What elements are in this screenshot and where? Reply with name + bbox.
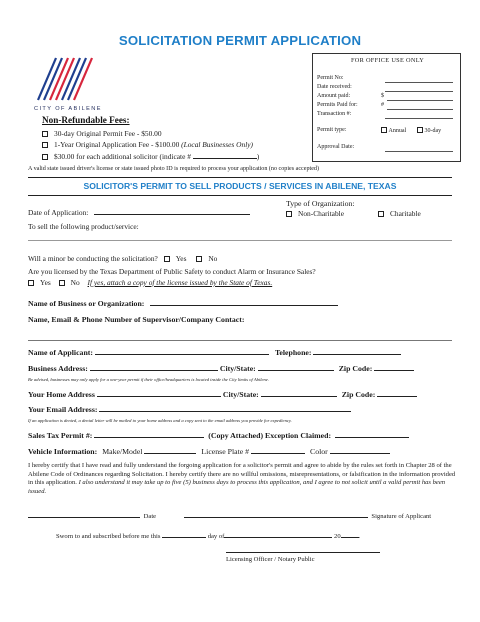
city-name: CITY OF ABILENE bbox=[34, 106, 102, 112]
home-city-label: City/State: bbox=[222, 390, 259, 399]
fee-item-30day[interactable] bbox=[42, 129, 162, 138]
exception-label: (Copy Attached) Exception Claimed: bbox=[208, 431, 332, 440]
advised-note: Be advised, businesses may only apply for a one-year permit if their office/headquarters is located inside the City limits of Abilene. bbox=[28, 377, 270, 382]
date-of-application bbox=[28, 207, 250, 217]
licensed-yes-checkbox[interactable] bbox=[28, 280, 34, 286]
office-use-title: FOR OFFICE USE ONLY bbox=[350, 57, 425, 64]
city-logo-icon bbox=[36, 52, 96, 104]
tax-row bbox=[28, 430, 409, 440]
business-name-label: Name of Business or Organization: bbox=[28, 299, 145, 308]
photo-id-notice: A valid state issued driver's license or state issued photo ID is required to process your application (no copies accepted) bbox=[28, 166, 319, 172]
applicant-row bbox=[28, 347, 401, 357]
plate-field[interactable] bbox=[251, 446, 305, 454]
minor-question-text: Will a minor be conducting the solicitation? bbox=[28, 254, 158, 263]
officer-label: Licensing Officer / Notary Public bbox=[226, 556, 315, 563]
exception-field[interactable] bbox=[335, 430, 409, 438]
certification-main: I hereby certify that I have read and fully understand the forgoing application for a solicitor's permit and agree to abide by the rules set forth in Chapter 28 of the Abilene Code of Ordinances regarding Solicitation. I hereby certify there are no willful omissions, misrepresentations, or falsification in the information provided in this application. bbox=[28, 462, 456, 487]
section-divider-top bbox=[28, 177, 452, 178]
business-address-row bbox=[28, 363, 414, 373]
business-address-field[interactable] bbox=[90, 363, 218, 371]
office-permits-paid-label: Permits Paid for: bbox=[317, 102, 358, 108]
color-field[interactable] bbox=[330, 446, 390, 454]
products-line[interactable] bbox=[28, 240, 452, 241]
fee-item-1year[interactable] bbox=[42, 140, 253, 149]
office-permit-no-line[interactable] bbox=[385, 82, 453, 83]
minor-question bbox=[28, 254, 217, 263]
email-field[interactable] bbox=[99, 404, 351, 412]
office-date-received-line[interactable] bbox=[385, 91, 453, 92]
licensed-yes-label: Yes bbox=[40, 278, 51, 287]
annual-checkbox[interactable] bbox=[381, 127, 387, 133]
fees-heading: Non-Refundable Fees: bbox=[42, 115, 130, 125]
fee-additional-checkbox[interactable] bbox=[42, 154, 48, 160]
signature-field[interactable] bbox=[184, 510, 368, 518]
office-30day-option[interactable] bbox=[417, 127, 441, 134]
home-address-field[interactable] bbox=[97, 389, 221, 397]
charitable-checkbox[interactable] bbox=[378, 211, 384, 217]
certification-italic: I also understand it may take up to five (5) business days to process this application, and I agree to not solicit until a valid permit has been issued. bbox=[28, 479, 446, 495]
certification-text bbox=[28, 462, 456, 496]
fee-local-note: (Local Businesses Only) bbox=[181, 140, 253, 149]
applicant-field[interactable] bbox=[95, 347, 269, 355]
office-permit-no-label: Permit No: bbox=[317, 75, 344, 81]
make-model-field[interactable] bbox=[144, 446, 196, 454]
business-zip-field[interactable] bbox=[374, 363, 414, 371]
office-use-box bbox=[312, 53, 461, 162]
fee-1year-label: 1-Year Original Application Fee - $100.00 bbox=[54, 140, 180, 149]
products-label: To sell the following product/service: bbox=[28, 222, 139, 231]
licensed-no-label: No bbox=[70, 278, 80, 287]
office-approval-line[interactable] bbox=[385, 151, 453, 152]
minor-yes-label: Yes bbox=[175, 254, 187, 263]
non-charitable-checkbox[interactable] bbox=[286, 211, 292, 217]
officer-line[interactable] bbox=[226, 552, 380, 553]
sworn-month-field[interactable] bbox=[224, 530, 332, 538]
sworn-day-field[interactable] bbox=[162, 530, 206, 538]
home-city-field[interactable] bbox=[261, 389, 337, 397]
minor-no-checkbox[interactable] bbox=[196, 256, 202, 262]
home-address-label: Your Home Address bbox=[28, 390, 95, 399]
fee-30day-label: 30-day Original Permit Fee - $50.00 bbox=[54, 129, 162, 138]
office-transaction-line[interactable] bbox=[385, 118, 453, 119]
color-label: Color bbox=[310, 447, 328, 456]
minor-no-label: No bbox=[208, 254, 218, 263]
sworn-dayof-label: day of bbox=[207, 533, 225, 540]
annual-label: Annual bbox=[388, 128, 407, 134]
office-permits-line[interactable] bbox=[387, 109, 453, 110]
thirty-day-label: 30-day bbox=[424, 128, 442, 134]
tax-label: Sales Tax Permit #: bbox=[28, 431, 93, 440]
email-label: Your Email Address: bbox=[28, 405, 98, 414]
date-field[interactable] bbox=[94, 207, 250, 215]
non-charitable-label: Non-Charitable bbox=[298, 209, 344, 218]
sworn-row: Sworn to and subscribed before me this day of 20 . bbox=[56, 530, 360, 540]
fee-1year-checkbox[interactable] bbox=[42, 142, 48, 148]
org-type-label: Type of Organization: bbox=[286, 199, 355, 208]
supervisor-label: Name, Email & Phone Number of Supervisor/Company Contact: bbox=[28, 315, 245, 324]
office-annual-option[interactable] bbox=[381, 127, 406, 134]
licensed-no-checkbox[interactable] bbox=[59, 280, 65, 286]
supervisor-line[interactable] bbox=[28, 340, 452, 341]
section-title: SOLICITOR'S PERMIT TO SELL PRODUCTS / SERVICES IN ABILENE, TEXAS bbox=[83, 181, 397, 191]
telephone-field[interactable] bbox=[313, 347, 401, 355]
make-model-label: Make/Model bbox=[102, 447, 143, 456]
office-transaction-label: Transaction #: bbox=[317, 111, 352, 117]
office-amount-paid-label: Amount paid: bbox=[317, 93, 351, 99]
licensed-options bbox=[28, 278, 272, 287]
form-title: SOLICITATION PERMIT APPLICATION bbox=[118, 33, 362, 48]
office-permit-type-label: Permit type: bbox=[317, 127, 347, 133]
business-address-label: Business Address: bbox=[28, 364, 88, 373]
sworn-year-label: 20 bbox=[334, 533, 341, 540]
email-row bbox=[28, 404, 351, 414]
thirty-day-checkbox[interactable] bbox=[417, 127, 423, 133]
business-name-field[interactable] bbox=[150, 298, 338, 306]
section-divider-bottom bbox=[28, 195, 452, 196]
applicant-label: Name of Applicant: bbox=[28, 348, 93, 357]
plate-label: License Plate # bbox=[201, 447, 250, 456]
signature-row bbox=[28, 510, 431, 520]
signature-date-label: Date bbox=[143, 513, 157, 520]
fee-item-additional[interactable] bbox=[42, 151, 259, 161]
signature-label: Signature of Applicant bbox=[371, 513, 432, 520]
home-address-row bbox=[28, 389, 417, 399]
home-zip-label: Zip Code: bbox=[341, 390, 376, 399]
fee-close-paren: ) bbox=[256, 152, 260, 161]
business-city-label: City/State: bbox=[219, 364, 256, 373]
home-zip-field[interactable] bbox=[377, 389, 417, 397]
sworn-text: Sworn to and subscribed before me this bbox=[56, 533, 161, 540]
office-date-received-label: Date received: bbox=[317, 84, 352, 90]
office-hash-sign: # bbox=[381, 102, 384, 108]
minor-yes-checkbox[interactable] bbox=[164, 256, 170, 262]
business-name-row bbox=[28, 298, 338, 308]
licensed-question: Are you licensed by the Texas Department of Public Safety to conduct Alarm or Insurance Sales? bbox=[28, 267, 316, 276]
fee-30day-checkbox[interactable] bbox=[42, 131, 48, 137]
business-zip-label: Zip Code: bbox=[338, 364, 373, 373]
business-city-field[interactable] bbox=[258, 363, 334, 371]
charitable-label: Charitable bbox=[390, 209, 421, 218]
fee-additional-label: $30.00 for each additional solicitor (indicate # bbox=[54, 152, 193, 161]
office-approval-label: Approval Date: bbox=[317, 144, 355, 150]
vehicle-row bbox=[28, 446, 390, 456]
denial-note: If an application is denied, a denial letter will be mailed to your home address and a copy sent to the email address you provide for expediency. bbox=[28, 418, 292, 423]
signature-date-field[interactable] bbox=[28, 510, 140, 518]
non-charitable-option[interactable] bbox=[286, 209, 344, 218]
additional-count-field[interactable] bbox=[193, 151, 260, 161]
telephone-label: Telephone: bbox=[274, 348, 312, 357]
office-dollar-sign: $ bbox=[381, 93, 384, 99]
office-amount-line[interactable] bbox=[387, 100, 453, 101]
vehicle-label: Vehicle Information: bbox=[28, 447, 98, 456]
date-label: Date of Application: bbox=[28, 208, 89, 217]
tax-field[interactable] bbox=[94, 430, 204, 438]
license-note: If yes, attach a copy of the license issued by the State of Texas. bbox=[87, 278, 273, 287]
charitable-option[interactable] bbox=[378, 209, 421, 218]
sworn-year-field[interactable] bbox=[341, 530, 359, 538]
